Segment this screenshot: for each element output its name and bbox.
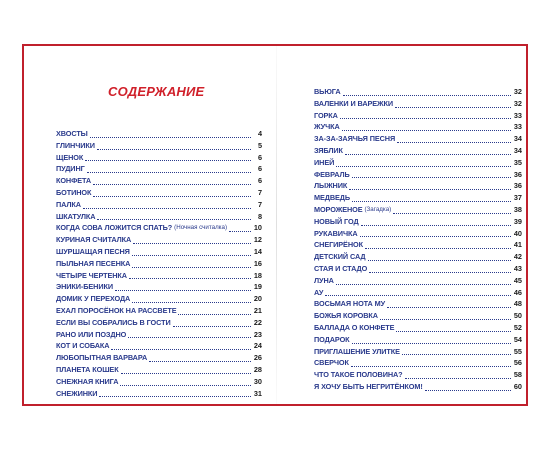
dot-leader <box>87 171 251 173</box>
toc-entry <box>56 163 262 175</box>
toc-entry-page: 21 <box>253 305 262 315</box>
toc-entry-title: КОНФЕТА <box>56 176 92 186</box>
page-title: СОДЕРЖАНИЕ <box>108 84 205 99</box>
toc-entry-title: ПОДАРОК <box>314 334 350 344</box>
toc-entry-title: ПАЛКА <box>56 199 81 209</box>
dot-leader <box>361 224 511 226</box>
toc-entry <box>314 133 522 145</box>
toc-entry-title: ДОМИК У ПЕРЕХОДА <box>56 294 131 304</box>
dot-leader <box>395 106 511 108</box>
dot-leader <box>129 277 251 279</box>
dot-leader <box>93 195 251 197</box>
dot-leader <box>351 365 511 367</box>
toc-entry <box>314 275 522 287</box>
toc-entry <box>314 263 522 275</box>
toc-entry <box>314 322 522 334</box>
dot-leader <box>425 389 511 391</box>
toc-entry-page: 50 <box>513 311 522 321</box>
dot-leader <box>352 200 511 202</box>
toc-entry-title: СВЕРЧОК <box>314 358 349 368</box>
toc-entry-title: ГЛИНЧИКИ <box>56 140 95 150</box>
toc-entry-page: 6 <box>257 164 262 174</box>
toc-entry <box>314 381 522 393</box>
dot-leader <box>178 313 251 315</box>
toc-entry-title: ЗЯБЛИК <box>314 145 343 155</box>
toc-entry <box>314 145 522 157</box>
toc-entry-page: 42 <box>513 252 522 262</box>
toc-entry-title: АУ <box>314 287 324 297</box>
toc-entry-page: 34 <box>513 145 522 155</box>
dot-leader <box>120 384 251 386</box>
toc-entry-page: 36 <box>513 181 522 191</box>
toc-entry <box>56 175 262 187</box>
dot-leader <box>365 247 511 249</box>
toc-entry-title: БАЛЛАДА О КОНФЕТЕ <box>314 322 395 332</box>
toc-entry-title: ЛЫЖНИК <box>314 181 348 191</box>
dot-leader <box>132 301 251 303</box>
toc-entry-page: 22 <box>253 317 262 327</box>
dot-leader <box>405 377 511 379</box>
toc-entry <box>314 192 522 204</box>
toc-entry-page: 56 <box>513 358 522 368</box>
toc-entry-title: ХВОСТЫ <box>56 129 88 138</box>
toc-entry-note: (Ночная считалка) <box>174 224 228 232</box>
dot-leader <box>97 218 251 220</box>
toc-entry-page: 14 <box>253 246 262 256</box>
toc-entry <box>314 239 522 251</box>
toc-entry <box>56 128 262 140</box>
toc-entry <box>56 376 262 388</box>
toc-entry-note: (Загадка) <box>364 205 392 213</box>
toc-entry <box>314 287 522 299</box>
toc-entry <box>314 357 522 369</box>
toc-entry-title: КОТ И СОБАКА <box>56 341 110 351</box>
dot-leader <box>132 266 251 268</box>
toc-entry-page: 8 <box>257 211 262 221</box>
toc-entry-title: КУРИНАЯ СЧИТАЛКА <box>56 235 132 245</box>
toc-left-column <box>56 128 262 399</box>
toc-entry-page: 34 <box>513 134 522 144</box>
dot-leader <box>97 148 251 150</box>
toc-entry <box>56 258 262 270</box>
toc-entry-page: 43 <box>513 263 522 273</box>
toc-entry-title: ЖУЧКА <box>314 122 340 132</box>
toc-entry <box>56 211 262 223</box>
toc-entry <box>56 352 262 364</box>
toc-entry-page: 33 <box>513 110 522 120</box>
toc-entry-page: 20 <box>253 294 262 304</box>
dot-leader <box>369 271 511 273</box>
toc-entry-page: 7 <box>257 187 262 197</box>
dot-leader <box>90 136 251 138</box>
toc-entry <box>314 310 522 322</box>
toc-entry-title: МОРОЖЕНОЕ <box>314 204 363 214</box>
dot-leader <box>85 159 251 161</box>
book-spread <box>22 44 528 406</box>
toc-entry-title: ЛУНА <box>314 275 334 285</box>
toc-entry-page: 55 <box>513 346 522 356</box>
toc-entry <box>56 388 262 400</box>
dot-leader <box>349 188 511 190</box>
toc-entry-page: 58 <box>513 370 522 380</box>
toc-entry <box>56 340 262 352</box>
toc-entry-title: ГОРКА <box>314 110 338 120</box>
toc-entry-page: 39 <box>513 216 522 226</box>
toc-entry <box>56 234 262 246</box>
toc-entry-page: 38 <box>513 204 522 214</box>
dot-leader <box>83 207 251 209</box>
toc-entry-page: 5 <box>257 140 262 150</box>
toc-entry <box>314 157 522 169</box>
toc-entry-title: ШУРШАЩАЯ ПЕСНЯ <box>56 246 130 256</box>
dot-leader <box>397 141 511 143</box>
toc-entry-title: СТАЯ И СТАДО <box>314 263 368 273</box>
toc-entry-page: 10 <box>253 223 262 233</box>
toc-entry <box>314 86 522 98</box>
toc-entry <box>314 98 522 110</box>
toc-entry-title: ПРИГЛАШЕНИЕ УЛИТКЕ <box>314 346 400 356</box>
toc-entry <box>56 281 262 293</box>
toc-entry <box>56 270 262 282</box>
toc-entry <box>314 216 522 228</box>
toc-entry-page: 35 <box>513 157 522 167</box>
toc-entry <box>56 364 262 376</box>
toc-entry-title: БОЖЬЯ КОРОВКА <box>314 311 378 321</box>
toc-entry-page: 46 <box>513 287 522 297</box>
toc-entry-page: 28 <box>253 364 262 374</box>
toc-entry-title: ДЕТСКИЙ САД <box>314 252 366 262</box>
toc-entry-title: ПЫЛЬНАЯ ПЕСЕНКА <box>56 258 131 268</box>
toc-right-column <box>314 86 522 393</box>
dot-leader <box>121 372 251 374</box>
dot-leader <box>343 94 512 96</box>
toc-entry-page: 32 <box>513 87 522 96</box>
toc-entry <box>314 298 522 310</box>
dot-leader <box>380 318 511 320</box>
toc-entry <box>56 246 262 258</box>
toc-entry-title: СНЕГИРЁНОК <box>314 240 363 250</box>
toc-entry-page: 24 <box>253 341 262 351</box>
dot-leader <box>149 360 251 362</box>
toc-entry <box>56 293 262 305</box>
dot-leader <box>402 353 511 355</box>
dot-leader <box>336 283 511 285</box>
toc-entry-title: ВОСЬМАЯ НОТА МУ <box>314 299 386 309</box>
toc-entry-title: ЧТО ТАКОЕ ПОЛОВИНА? <box>314 370 403 380</box>
dot-leader <box>352 176 511 178</box>
toc-entry-title: ЭНИКИ-БЕНИКИ <box>56 282 113 292</box>
toc-entry-title: ПУДИНГ <box>56 164 85 174</box>
dot-leader <box>345 153 511 155</box>
toc-entry-title: ЕСЛИ ВЫ СОБРАЛИСЬ В ГОСТИ <box>56 317 171 327</box>
toc-entry <box>56 140 262 152</box>
toc-entry <box>56 187 262 199</box>
toc-entry <box>56 199 262 211</box>
toc-entry <box>314 180 522 192</box>
dot-leader <box>396 330 511 332</box>
dot-leader <box>173 325 251 327</box>
dot-leader <box>340 117 511 119</box>
dot-leader <box>99 395 251 397</box>
toc-entry-title: МЕДВЕДЬ <box>314 193 351 203</box>
toc-entry-page: 45 <box>513 275 522 285</box>
toc-entry-page: 52 <box>513 322 522 332</box>
toc-entry-page: 37 <box>513 193 522 203</box>
dot-leader <box>93 183 251 185</box>
dot-leader <box>393 212 511 214</box>
toc-entry-title: ЛЮБОПЫТНАЯ ВАРВАРА <box>56 353 148 363</box>
toc-entry-page: 26 <box>253 353 262 363</box>
dot-leader <box>336 165 511 167</box>
toc-entry <box>314 346 522 358</box>
toc-entry <box>314 228 522 240</box>
toc-entry-page: 7 <box>257 199 262 209</box>
toc-entry-title: ФЕВРАЛЬ <box>314 169 350 179</box>
dot-leader <box>133 242 251 244</box>
toc-entry-title: РУКАВИЧКА <box>314 228 358 238</box>
toc-entry-title: ЗА-ЗА-ЗАЯЧЬЯ ПЕСНЯ <box>314 134 396 144</box>
toc-entry <box>56 329 262 341</box>
dot-leader <box>387 306 511 308</box>
toc-entry-title: ЕХАЛ ПОРОСЁНОК НА РАССВЕТЕ <box>56 305 177 315</box>
toc-entry-page: 31 <box>253 388 262 398</box>
toc-entry <box>314 169 522 181</box>
toc-entry-title: НОВЫЙ ГОД <box>314 216 359 226</box>
toc-entry-title: ЩЕНОК <box>56 152 84 162</box>
toc-entry-page: 41 <box>513 240 522 250</box>
dot-leader <box>360 235 512 237</box>
dot-leader <box>132 254 251 256</box>
toc-entry-page: 23 <box>253 329 262 339</box>
toc-entry-page: 4 <box>257 129 262 138</box>
toc-entry <box>314 121 522 133</box>
toc-entry-title: ШКАТУЛКА <box>56 211 96 221</box>
toc-entry-title: СНЕЖИНКИ <box>56 388 98 398</box>
toc-entry-title: БОТИНОК <box>56 187 92 197</box>
toc-entry-page: 6 <box>257 152 262 162</box>
toc-entry <box>314 110 522 122</box>
toc-entry <box>56 222 262 234</box>
toc-entry-page: 30 <box>253 376 262 386</box>
toc-entry-page: 40 <box>513 228 522 238</box>
toc-entry-title: ВЬЮГА <box>314 87 341 96</box>
toc-entry-page: 60 <box>513 381 522 391</box>
dot-leader <box>128 336 251 338</box>
dot-leader <box>115 289 251 291</box>
book-spine <box>276 46 277 404</box>
toc-entry-page: 16 <box>253 258 262 268</box>
toc-entry-title: СНЕЖНАЯ КНИГА <box>56 376 119 386</box>
toc-entry-title: ПЛАНЕТА КОШЕК <box>56 364 119 374</box>
toc-entry-title: ИНЕЙ <box>314 157 335 167</box>
toc-entry-page: 54 <box>513 334 522 344</box>
toc-entry-title: РАНО ИЛИ ПОЗДНО <box>56 329 127 339</box>
toc-entry-title: Я ХОЧУ БЫТЬ НЕГРИТЁНКОМ! <box>314 381 423 391</box>
toc-entry-page: 6 <box>257 176 262 186</box>
toc-entry-page: 12 <box>253 235 262 245</box>
toc-entry <box>56 317 262 329</box>
dot-leader <box>325 294 511 296</box>
toc-entry <box>314 369 522 381</box>
toc-entry <box>56 152 262 164</box>
toc-entry-page: 19 <box>253 282 262 292</box>
toc-entry-page: 33 <box>513 122 522 132</box>
dot-leader <box>352 342 512 344</box>
dot-leader <box>111 348 251 350</box>
toc-entry-page: 36 <box>513 169 522 179</box>
dot-leader <box>368 259 512 261</box>
toc-entry <box>314 334 522 346</box>
toc-entry-page: 18 <box>253 270 262 280</box>
toc-entry-page: 32 <box>513 98 522 108</box>
dot-leader <box>342 129 511 131</box>
toc-entry <box>314 204 522 216</box>
toc-entry-title: КОГДА СОВА ЛОЖИТСЯ СПАТЬ? <box>56 223 173 233</box>
dot-leader <box>229 230 251 232</box>
toc-entry-title: ЧЕТЫРЕ ЧЕРТЕНКА <box>56 270 127 280</box>
toc-entry-title: ВАЛЕНКИ И ВАРЕЖКИ <box>314 98 394 108</box>
toc-entry <box>314 251 522 263</box>
toc-entry <box>56 305 262 317</box>
toc-entry-page: 48 <box>513 299 522 309</box>
